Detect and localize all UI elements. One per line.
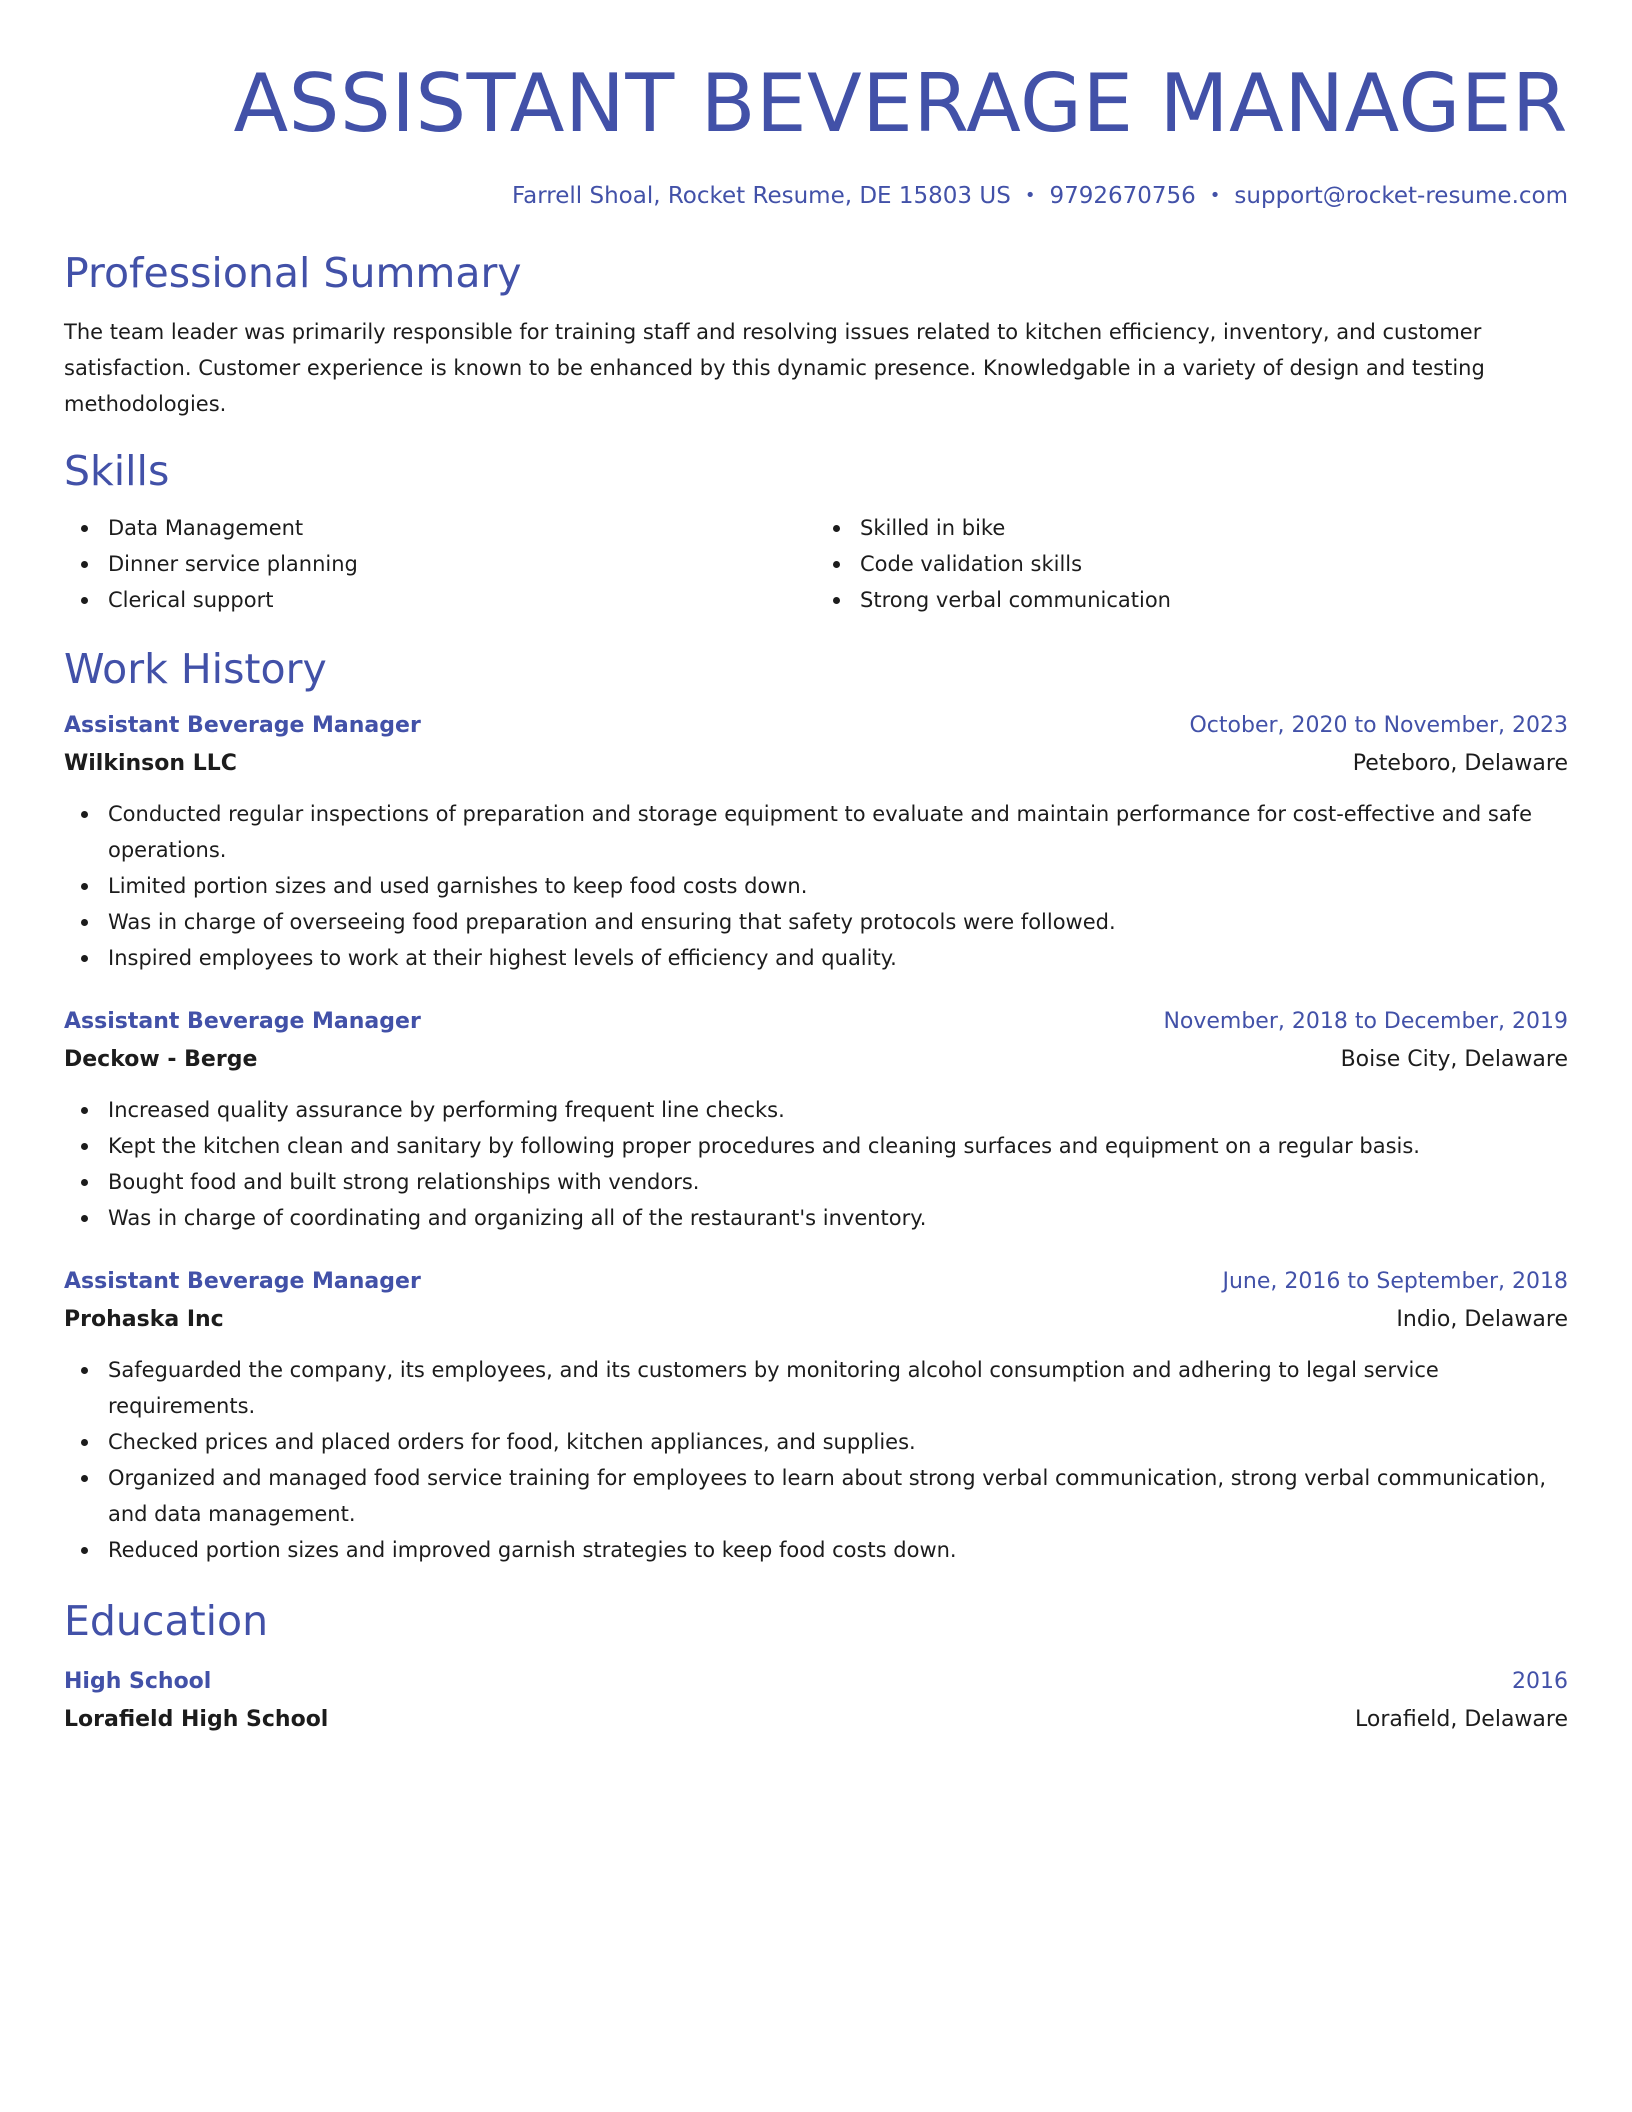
skills-column-left xyxy=(64,510,816,618)
skill-item: Strong verbal communication xyxy=(816,582,1568,618)
job-location: Indio, Delaware xyxy=(1396,1307,1568,1332)
skills-list xyxy=(64,510,1568,618)
contact-email: support@rocket-resume.com xyxy=(1234,183,1568,209)
job-title: Assistant Beverage Manager xyxy=(64,1269,421,1294)
job-duty-item: Increased quality assurance by performing frequent line checks. xyxy=(64,1092,1568,1128)
job-duty-item: Was in charge of overseeing food preparation and ensuring that safety protocols were followed. xyxy=(64,904,1568,940)
job-header-row xyxy=(64,706,1568,746)
contact-line xyxy=(64,180,1568,212)
bullet-separator: • xyxy=(1209,185,1221,206)
job-duty-item: Safeguarded the company, its employees, and its customers by monitoring alcohol consumption and adhering to legal service requirements. xyxy=(64,1352,1568,1424)
education-entry xyxy=(64,1662,1568,1738)
job-duties xyxy=(64,796,1568,976)
contact-address: Farrell Shoal, Rocket Resume, DE 15803 US xyxy=(512,183,1011,209)
education-header-row xyxy=(64,1662,1568,1702)
job-entry xyxy=(64,706,1568,976)
skills-column-right xyxy=(816,510,1568,618)
job-duty-item: Was in charge of coordinating and organizing all of the restaurant's inventory. xyxy=(64,1200,1568,1236)
job-duty-item: Organized and managed food service training for employees to learn about strong verbal communication, strong verbal communication, and data management. xyxy=(64,1460,1568,1532)
job-company-row xyxy=(64,746,1568,782)
education-year: 2016 xyxy=(1512,1669,1568,1694)
job-entry xyxy=(64,1002,1568,1236)
bullet-separator: • xyxy=(1024,185,1036,206)
job-company-row xyxy=(64,1302,1568,1338)
job-company: Prohaska Inc xyxy=(64,1307,224,1332)
job-duties xyxy=(64,1092,1568,1236)
candidate-title: ASSISTANT BEVERAGE MANAGER xyxy=(233,57,1568,150)
summary-text: The team leader was primarily responsible for training staff and resolving issues related to kitchen efficiency, inventory, and customer satisfaction. Customer experience is known to be enhanced by this dynamic presence. Knowledgable in a variety of design and testing methodologies. xyxy=(64,320,1485,416)
job-header-row xyxy=(64,1002,1568,1042)
skill-item: Dinner service planning xyxy=(64,546,816,582)
job-header-row xyxy=(64,1262,1568,1302)
skill-item: Skilled in bike xyxy=(816,510,1568,546)
section-title-education: Education xyxy=(64,1597,269,1645)
contact-phone: 9792670756 xyxy=(1049,183,1196,209)
job-company: Deckow - Berge xyxy=(64,1047,258,1072)
job-duty-item: Conducted regular inspections of preparation and storage equipment to evaluate and maintain performance for cost-effective and safe operations. xyxy=(64,796,1568,868)
job-title: Assistant Beverage Manager xyxy=(64,1009,421,1034)
education-degree: High School xyxy=(64,1669,212,1694)
job-dates: June, 2016 to September, 2018 xyxy=(1222,1269,1568,1294)
job-duty-item: Checked prices and placed orders for food, kitchen appliances, and supplies. xyxy=(64,1424,1568,1460)
job-duty-item: Bought food and built strong relationships with vendors. xyxy=(64,1164,1568,1200)
job-title: Assistant Beverage Manager xyxy=(64,713,421,738)
section-title-skills: Skills xyxy=(64,447,170,495)
job-duty-item: Reduced portion sizes and improved garnish strategies to keep food costs down. xyxy=(64,1532,1568,1568)
skill-item: Data Management xyxy=(64,510,816,546)
section-title-summary: Professional Summary xyxy=(64,249,522,297)
job-location: Peteboro, Delaware xyxy=(1352,751,1568,776)
job-duty-item: Kept the kitchen clean and sanitary by following proper procedures and cleaning surfaces and equipment on a regular basis. xyxy=(64,1128,1568,1164)
skill-item: Clerical support xyxy=(64,582,816,618)
job-duties xyxy=(64,1352,1568,1568)
education-school-row xyxy=(64,1702,1568,1738)
job-dates: October, 2020 to November, 2023 xyxy=(1189,713,1568,738)
job-entry xyxy=(64,1262,1568,1568)
job-company-row xyxy=(64,1042,1568,1078)
resume-header xyxy=(64,0,1568,212)
section-title-work-history: Work History xyxy=(64,645,327,693)
job-duty-item: Limited portion sizes and used garnishes to keep food costs down. xyxy=(64,868,1568,904)
job-dates: November, 2018 to December, 2019 xyxy=(1163,1009,1568,1034)
education-school: Lorafield High School xyxy=(64,1707,329,1732)
job-location: Boise City, Delaware xyxy=(1340,1047,1568,1072)
job-company: Wilkinson LLC xyxy=(64,751,237,776)
job-duty-item: Inspired employees to work at their highest levels of efficiency and quality. xyxy=(64,940,1568,976)
education-location: Lorafield, Delaware xyxy=(1355,1707,1568,1732)
skill-item: Code validation skills xyxy=(816,546,1568,582)
